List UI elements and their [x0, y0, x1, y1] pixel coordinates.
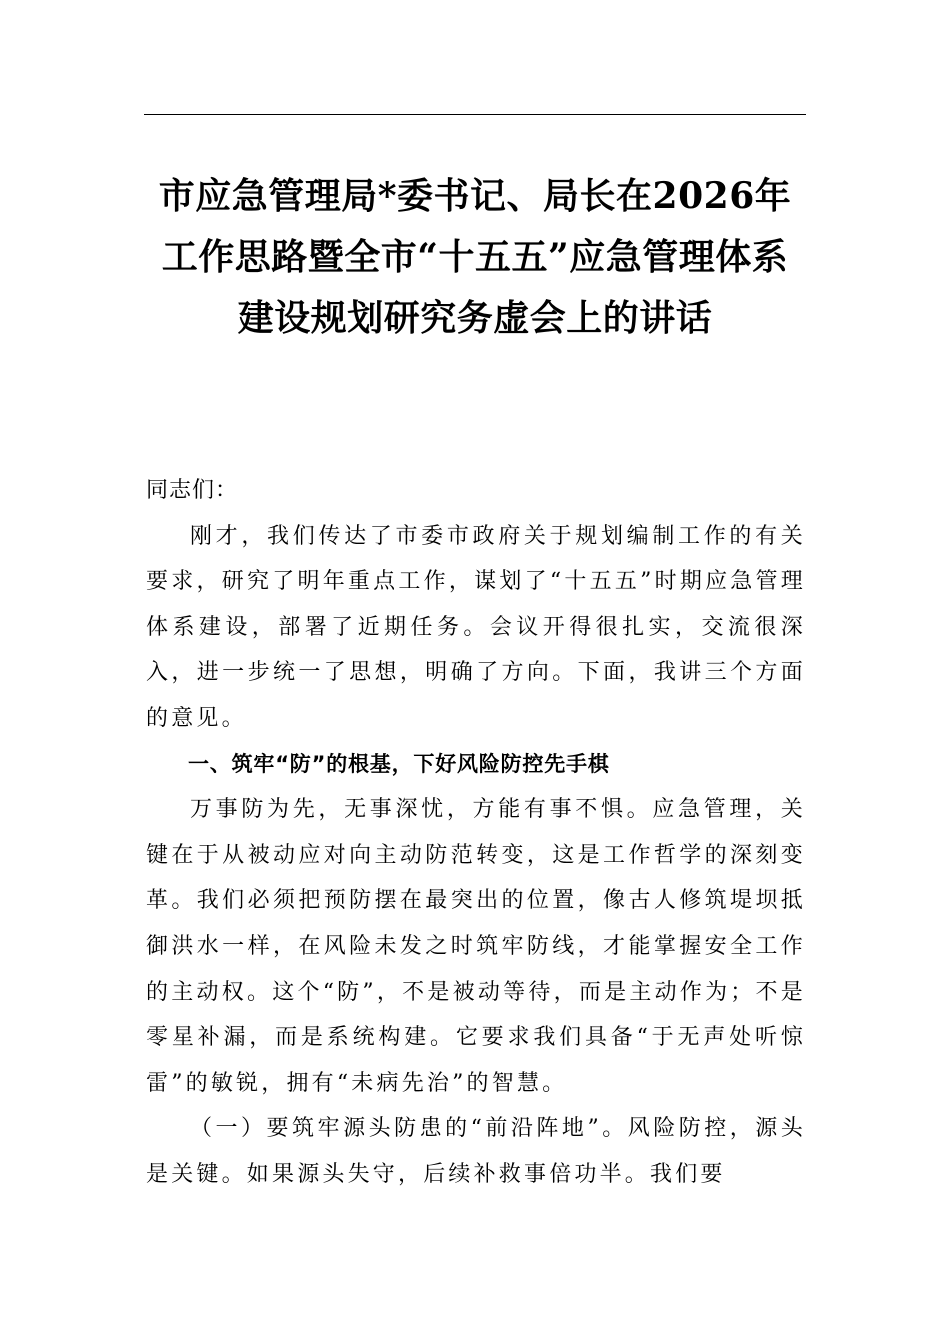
- subsection-1-paragraph: [146, 1106, 806, 1197]
- document-title: 市应急管理局*委书记、局长在2026年工作思路暨全市“十五五”应急管理体系建设规划研究务虚会上的讲话: [158, 175, 792, 339]
- section-1-heading: 一、筑牢“防”的根基，下好风险防控先手棋: [188, 751, 610, 776]
- document-body: [146, 468, 806, 1198]
- intro-paragraph: 刚才，我们传达了市委市政府关于规划编制工作的有关要求，研究了明年重点工作，谋划了“十五五”时期应急管理体系建设，部署了近期任务。会议开得很扎实，交流很深入，进一步统一了思想，明确了方向。下面，我讲三个方面的意见。: [146, 523, 806, 731]
- header-rule: [144, 114, 806, 115]
- subsection-1-heading: （一）要筑牢源头防患的“前沿阵地”。: [190, 1116, 628, 1142]
- subsection-1-text: 风险防控，源头是关键。如果源头失守，后续补救事倍功半。我们要: [146, 1116, 806, 1187]
- greeting: 同志们：: [146, 478, 239, 503]
- section-1-paragraph: 万事防为先，无事深忧，方能有事不惧。应急管理，关键在于从被动应对向主动防范转变，这是工作哲学的深刻变革。我们必须把预防摆在最突出的位置，像古人修筑堤坝抵御洪水一样，在风险未发之时筑牢防线，才能掌握安全工作的主动权。这个“防”，不是被动等待，而是主动作为；不是零星补漏，而是系统构建。它要求我们具备“于无声处听惊雷”的敏锐，拥有“未病先治”的智慧。: [146, 797, 806, 1096]
